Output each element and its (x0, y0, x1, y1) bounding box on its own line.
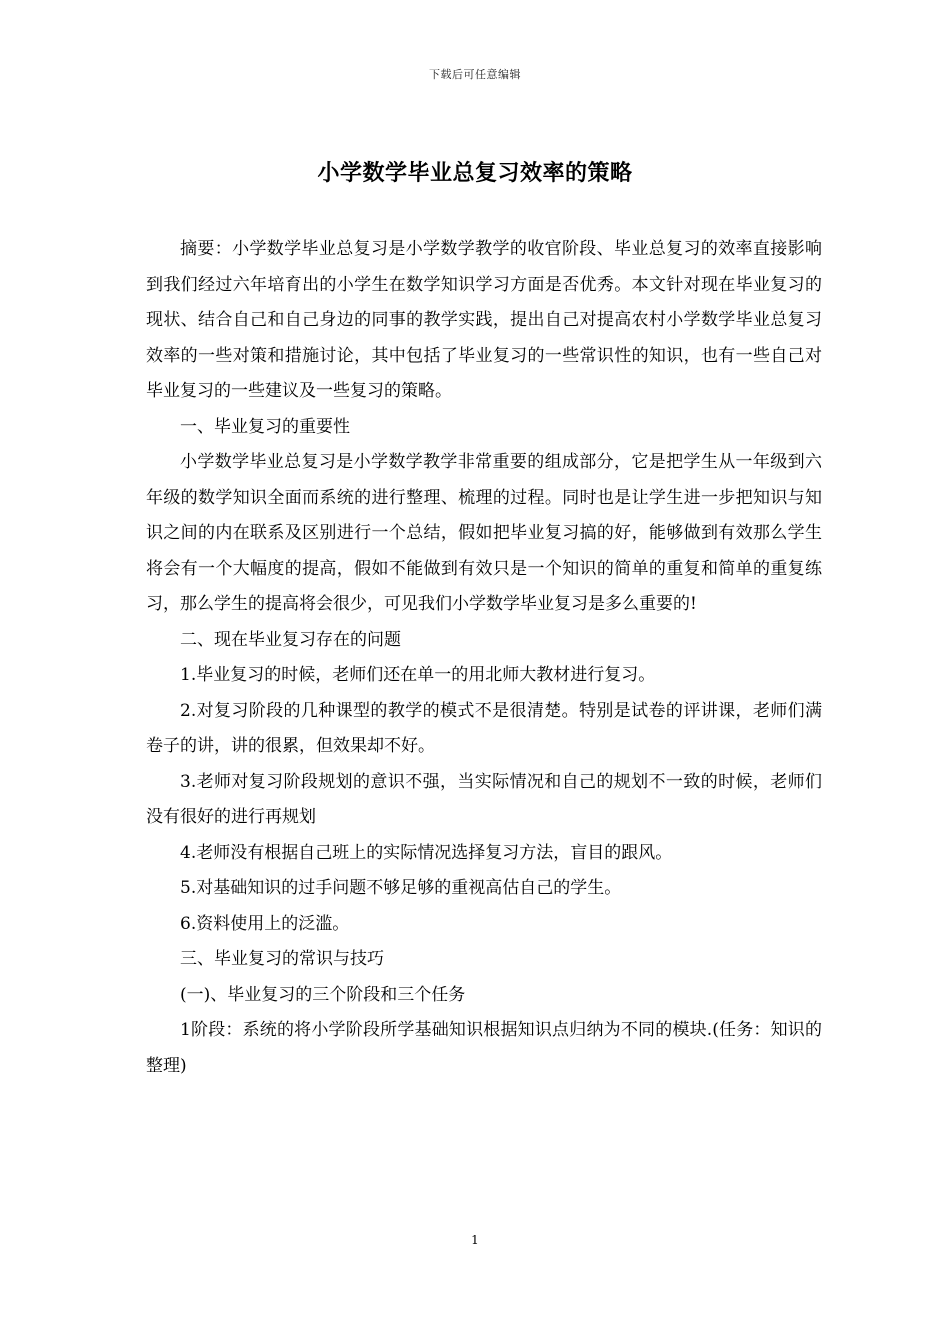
paragraph-abstract: 摘要：小学数学毕业总复习是小学数学教学的收官阶段、毕业总复习的效率直接影响到我们经过六年培育出的小学生在数学知识学习方面是否优秀。本文针对现在毕业复习的现状、结合自己和自己身边的同事的教学实践，提出自己对提高农村小学数学毕业总复习效率的一些对策和措施讨论，其中包括了毕业复习的一些常识性的知识，也有一些自己对毕业复习的一些建议及一些复习的策略。 (146, 239, 822, 401)
list-item: 6.资料使用上的泛滥。 (180, 913, 350, 934)
list-item: 2.对复习阶段的几种课型的教学的模式不是很清楚。特别是试卷的评讲课，老师们满卷子的讲，讲的很累，但效果却不好。 (146, 700, 822, 756)
section-heading-1: 一、毕业复习的重要性 (180, 416, 350, 437)
section-heading-2: 二、现在毕业复习存在的问题 (180, 629, 401, 650)
subsection-heading: (一)、毕业复习的三个阶段和三个任务 (180, 984, 466, 1005)
header-note: 下载后可任意编辑 (429, 68, 521, 81)
list-item: 4.老师没有根据自己班上的实际情况选择复习方法，盲目的跟风。 (180, 842, 673, 863)
document-body (146, 232, 822, 1084)
list-item: 5.对基础知识的过手问题不够足够的重视高估自己的学生。 (180, 878, 622, 898)
list-item: 1.毕业复习的时候，老师们还在单一的用北师大教材进行复习。 (180, 665, 656, 685)
document-title: 小学数学毕业总复习效率的策略 (317, 160, 633, 186)
paragraph-importance: 小学数学毕业总复习是小学数学教学非常重要的组成部分，它是把学生从一年级到六年级的数学知识全面而系统的进行整理、梳理的过程。同时也是让学生进一步把知识与知识之间的内在联系及区别进行一个总结，假如把毕业复习搞的好，能够做到有效那么学生将会有一个大幅度的提高，假如不能做到有效只是一个知识的简单的重复和简单的重复练习，那么学生的提高将会很少，可见我们小学数学毕业复习是多么重要的! (146, 452, 822, 614)
page-number: 1 (471, 1233, 479, 1247)
list-item: 3.老师对复习阶段规划的意识不强，当实际情况和自己的规划不一致的时候，老师们没有很好的进行再规划 (146, 771, 822, 827)
paragraph-stage-1: 1阶段：系统的将小学阶段所学基础知识根据知识点归纳为不同的模块.(任务：知识的整理) (146, 1020, 822, 1076)
section-heading-3: 三、毕业复习的常识与技巧 (180, 949, 384, 969)
